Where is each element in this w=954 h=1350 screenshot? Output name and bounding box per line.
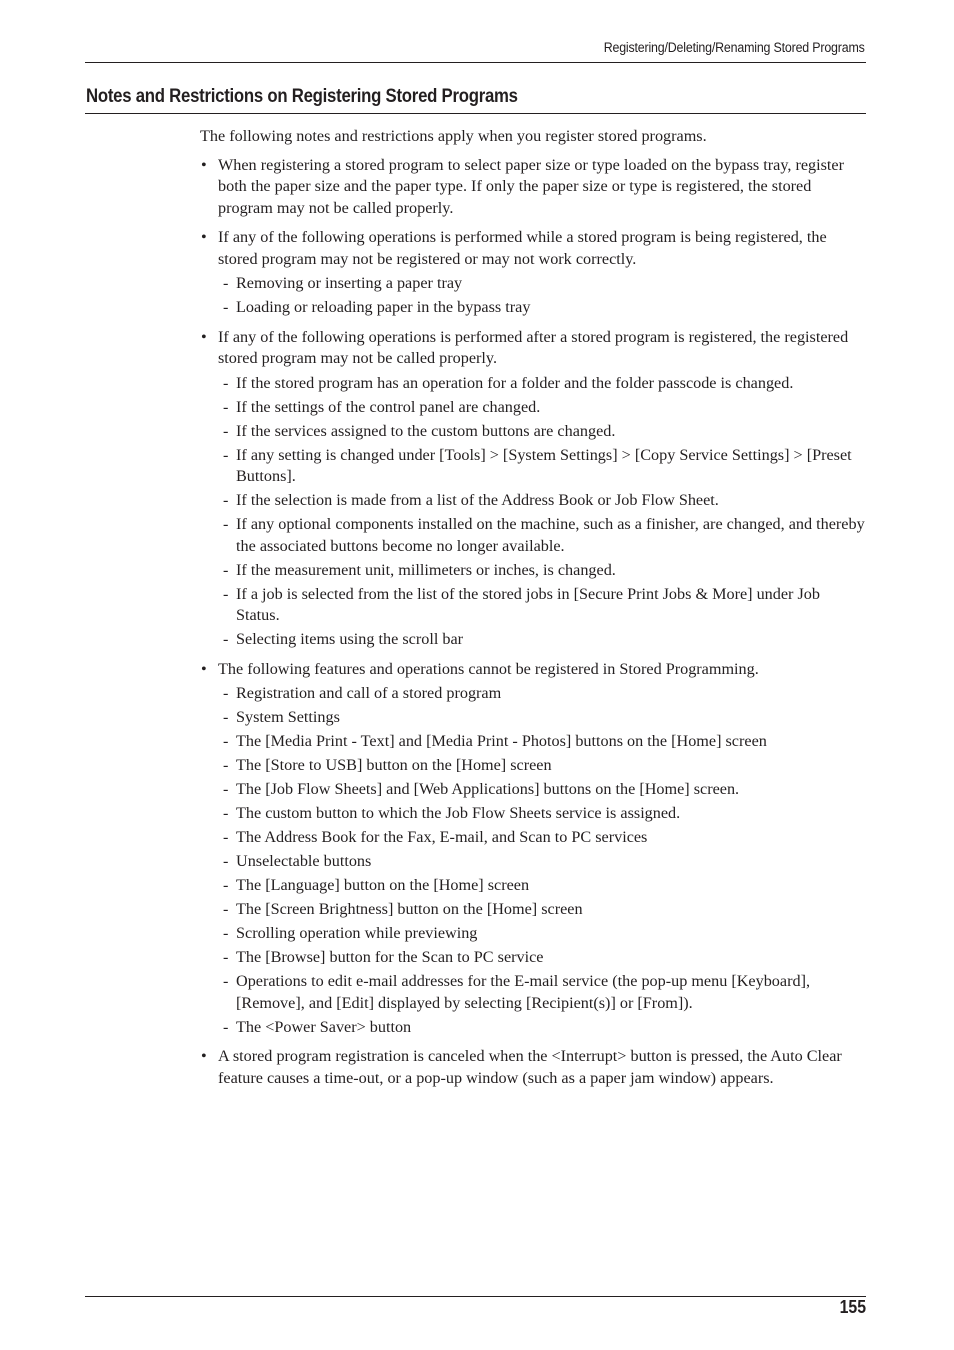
sub-item-text: The [Store to USB] button on the [Home] screen (236, 756, 552, 774)
sub-item-text: If any setting is changed under [Tools] > [System Settings] > [Copy Service Settings] > [Preset Buttons]. (236, 445, 852, 485)
footer-divider (85, 1296, 866, 1297)
dash-marker: - (223, 948, 229, 966)
title-divider (85, 113, 866, 114)
sub-item (218, 803, 866, 825)
sub-item (218, 584, 866, 627)
sub-item (218, 490, 866, 512)
sub-list (218, 373, 866, 651)
dash-marker: - (223, 584, 229, 603)
sub-item (218, 445, 866, 488)
sub-item (218, 899, 866, 921)
dash-marker: - (223, 972, 229, 990)
bullet-marker: • (201, 327, 207, 346)
sub-item (218, 514, 866, 557)
bullet-item (200, 327, 866, 651)
sub-item-text: If the stored program has an operation for a folder and the folder passcode is changed. (236, 373, 794, 392)
sub-list (218, 273, 866, 319)
dash-marker: - (223, 804, 229, 822)
sub-item (218, 297, 866, 319)
sub-item-text: The [Browse] button for the Scan to PC service (236, 948, 544, 966)
dash-marker: - (223, 756, 229, 774)
sub-item (218, 971, 866, 1014)
bullet-text: If any of the following operations is performed while a stored program is being registered, the stored program may not be registered or may not work correctly. (218, 228, 827, 268)
sub-item-text: Operations to edit e-mail addresses for the E-mail service (the pop-up menu [Keyboard], [Remove], and [Edit] displayed by selecting [Recipient(s)] or [From]). (236, 972, 811, 1012)
sub-item (218, 373, 866, 395)
sub-item-text: Registration and call of a stored program (236, 684, 502, 702)
sub-item (218, 947, 866, 969)
sub-item (218, 683, 866, 705)
dash-marker: - (223, 900, 229, 918)
dash-marker: - (223, 491, 229, 509)
sub-item-text: The [Screen Brightness] button on the [Home] screen (236, 900, 583, 918)
bullet-item (200, 155, 866, 220)
section-title: Notes and Restrictions on Registering Stored Programs (86, 85, 518, 107)
sub-item-text: Scrolling operation while previewing (236, 924, 478, 942)
dash-marker: - (223, 732, 229, 750)
sub-item-text: If the services assigned to the custom buttons are changed. (236, 421, 616, 440)
sub-item (218, 923, 866, 945)
page-number: 155 (839, 1297, 866, 1317)
bullet-item (200, 659, 866, 1039)
sub-item (218, 629, 866, 651)
bullet-marker: • (201, 1047, 207, 1065)
bullet-text: When registering a stored program to select paper size or type loaded on the bypass tray, register both the paper size and the paper type. If only the paper size or type is registered, the stored program may not be called properly. (218, 155, 844, 217)
bullet-text: The following features and operations cannot be registered in Stored Programming. (218, 659, 759, 678)
sub-item-text: Unselectable buttons (236, 852, 372, 870)
sub-item (218, 1017, 866, 1039)
sub-item-text: The [Job Flow Sheets] and [Web Applications] buttons on the [Home] screen. (236, 780, 740, 798)
sub-item-text: The <Power Saver> button (236, 1017, 412, 1036)
dash-marker: - (223, 630, 229, 648)
sub-item-text: System Settings (236, 708, 340, 726)
dash-marker: - (223, 397, 229, 416)
dash-marker: - (223, 708, 229, 726)
intro-paragraph: The following notes and restrictions apply when you register stored programs. (200, 127, 707, 145)
dash-marker: - (223, 876, 229, 894)
bullet-marker: • (201, 228, 207, 246)
dash-marker: - (223, 274, 229, 292)
sub-item-text: If the selection is made from a list of the Address Book or Job Flow Sheet. (236, 491, 719, 509)
dash-marker: - (223, 780, 229, 798)
sub-item (218, 421, 866, 443)
sub-item (218, 875, 866, 897)
header-divider (85, 62, 866, 63)
sub-item (218, 827, 866, 849)
sub-item (218, 851, 866, 873)
dash-marker: - (223, 852, 229, 870)
sub-item-text: If the settings of the control panel are changed. (236, 397, 541, 416)
bullet-marker: • (201, 155, 207, 174)
bullet-item (200, 227, 866, 319)
sub-item-text: Loading or reloading paper in the bypass tray (236, 298, 531, 316)
dash-marker: - (223, 373, 229, 392)
dash-marker: - (223, 515, 229, 533)
sub-item (218, 755, 866, 777)
sub-list (218, 683, 866, 1038)
bullet-marker: • (201, 659, 207, 678)
sub-item-text: The Address Book for the Fax, E-mail, and Scan to PC services (236, 828, 648, 846)
sub-item-text: Removing or inserting a paper tray (236, 274, 463, 292)
dash-marker: - (223, 445, 229, 464)
bullet-list (200, 155, 866, 1090)
sub-item-text: If any optional components installed on the machine, such as a finisher, are changed, and thereby the associated buttons become no longer available. (236, 515, 865, 555)
dash-marker: - (223, 560, 229, 579)
sub-item-text: If a job is selected from the list of the stored jobs in [Secure Print Jobs & More] under Job Status. (236, 584, 820, 624)
bullet-item (200, 1046, 866, 1089)
section-body (200, 126, 866, 1097)
sub-item-text: Selecting items using the scroll bar (236, 630, 464, 648)
dash-marker: - (223, 421, 229, 440)
sub-item-text: The [Media Print - Text] and [Media Print - Photos] buttons on the [Home] screen (236, 732, 767, 750)
dash-marker: - (223, 684, 229, 702)
sub-item-text: If the measurement unit, millimeters or inches, is changed. (236, 560, 616, 579)
dash-marker: - (223, 1017, 229, 1036)
sub-item (218, 779, 866, 801)
sub-item (218, 731, 866, 753)
dash-marker: - (223, 924, 229, 942)
sub-item (218, 560, 866, 582)
dash-marker: - (223, 828, 229, 846)
dash-marker: - (223, 298, 229, 316)
sub-item-text: The [Language] button on the [Home] screen (236, 876, 530, 894)
sub-item (218, 273, 866, 295)
bullet-text: A stored program registration is canceled when the <Interrupt> button is pressed, the Auto Clear feature causes a time-out, or a pop-up window (such as a paper jam window) appears. (218, 1047, 842, 1087)
sub-item (218, 707, 866, 729)
sub-item (218, 397, 866, 419)
running-header: Registering/Deleting/Renaming Stored Programs (604, 40, 865, 55)
sub-item-text: The custom button to which the Job Flow Sheets service is assigned. (236, 804, 681, 822)
bullet-text: If any of the following operations is performed after a stored program is registered, the registered stored program may not be called properly. (218, 327, 849, 367)
